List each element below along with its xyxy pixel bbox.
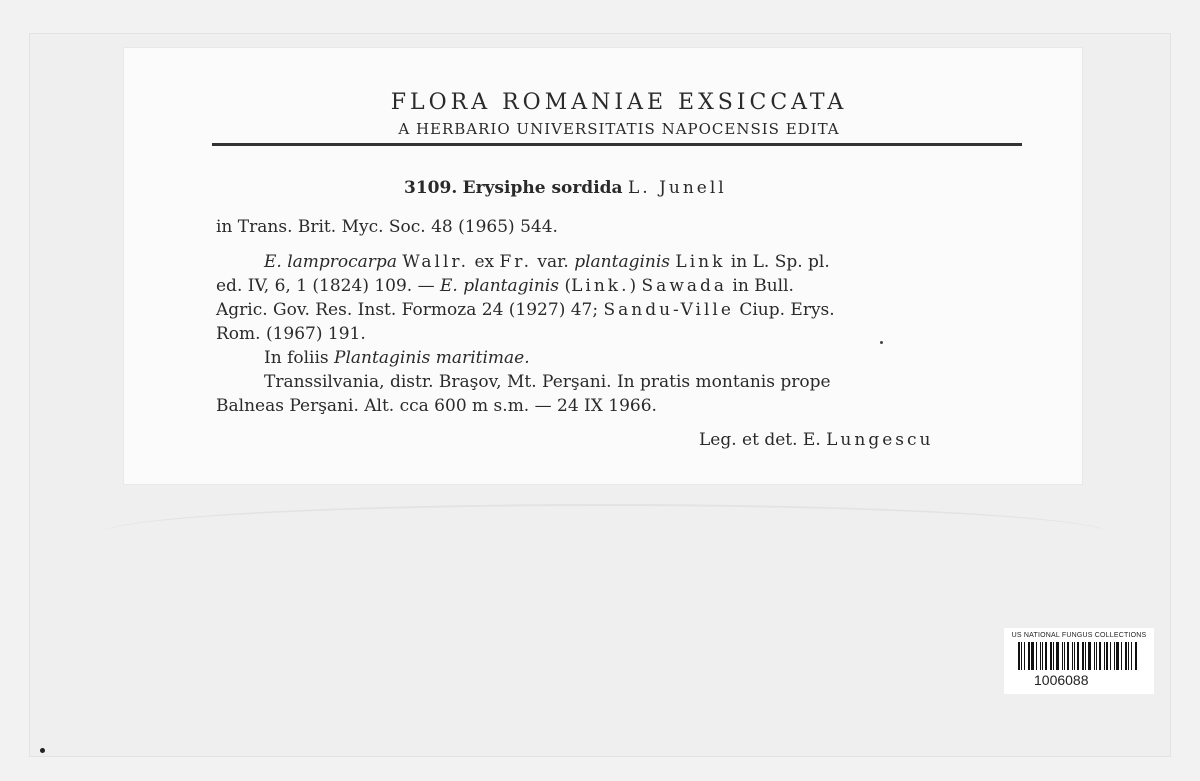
barcode-title: US NATIONAL FUNGUS COLLECTIONS [1011, 632, 1147, 639]
paper-speck [880, 341, 883, 344]
barcode-bar [1040, 642, 1041, 670]
barcode-bar [1088, 642, 1091, 670]
barcode-bar [1074, 642, 1075, 670]
barcode-bars [1018, 642, 1142, 670]
host-line [264, 346, 530, 370]
host-prefix: In foliis [264, 348, 335, 368]
barcode-bar [1096, 642, 1097, 670]
header-rule [212, 143, 1022, 146]
barcode-bar [1050, 642, 1052, 670]
barcode-bar [1036, 642, 1037, 670]
barcode-bar [1085, 642, 1086, 670]
citation-line: in Trans. Brit. Myc. Soc. 48 (1965) 544. [216, 217, 558, 237]
barcode-bar [1021, 642, 1022, 670]
barcode-bar [1077, 642, 1079, 670]
synonymy-line-1 [264, 250, 830, 274]
syn-author-4: Link. [571, 276, 630, 296]
syn-text-7: in Bull. [727, 276, 794, 296]
barcode-bar [1042, 642, 1043, 670]
syn-epithet-1: plantaginis [574, 252, 671, 272]
syn-author-2: Fr. [499, 252, 532, 272]
syn-text-9: Ciup. Erys. [733, 300, 835, 320]
barcode-bar [1045, 642, 1047, 670]
barcode-number: 1006088 [1034, 672, 1089, 688]
barcode-bar [1028, 642, 1030, 670]
syn-author-3: Link [675, 252, 726, 272]
synonymy-line-4: Rom. (1967) 191. [216, 324, 366, 344]
barcode-bar [1110, 642, 1111, 670]
barcode-bar [1067, 642, 1069, 670]
barcode-bar [1116, 642, 1119, 670]
collector-prefix: Leg. et det. E. [699, 430, 827, 450]
scan-speck [40, 748, 45, 753]
synonymy-line-3 [216, 298, 835, 322]
barcode-bar [1104, 642, 1105, 670]
syn-text-1: ex [469, 252, 500, 272]
host-name: Plantaginis maritimae. [334, 348, 530, 368]
barcode-bar [1114, 642, 1115, 670]
barcode-bar [1121, 642, 1122, 670]
syn-text-8: Agric. Gov. Res. Inst. Formoza 24 (1927) 47; [216, 300, 604, 320]
syn-text-4: ed. IV, 6, 1 (1824) 109. — [216, 276, 441, 296]
envelope-flap-edge [100, 504, 1110, 626]
locality-line-2: Balneas Perşani. Alt. cca 600 m s.m. — 24 IX 1966. [216, 396, 657, 416]
species-author: L. Junell [627, 178, 727, 198]
syn-text-3: in L. Sp. pl. [725, 252, 830, 272]
barcode-bar [1131, 642, 1132, 670]
barcode-bar [1072, 642, 1073, 670]
syn-author-5: Sawada [641, 276, 728, 296]
collector-line [699, 428, 933, 452]
species-number: 3109. [404, 178, 458, 198]
barcode-bar [1024, 642, 1025, 670]
barcode-bar [1053, 642, 1054, 670]
barcode-bar [1082, 642, 1084, 670]
syn-text-5: ( [559, 276, 572, 296]
specimen-label [124, 48, 1082, 484]
barcode-bar [1094, 642, 1095, 670]
barcode-bar [1128, 642, 1129, 670]
barcode-bar [1099, 642, 1101, 670]
syn-text-6: ) [629, 276, 642, 296]
syn-author-6: Sandu-Ville [603, 300, 734, 320]
barcode-bar [1125, 642, 1127, 670]
syn-author-1: Wallr. [402, 252, 470, 272]
label-header-subtitle: A HERBARIO UNIVERSITATIS NAPOCENSIS EDITA [398, 120, 840, 138]
collector-name: Lungescu [826, 430, 934, 450]
barcode-bar [1062, 642, 1063, 670]
species-heading [404, 178, 727, 198]
barcode-bar [1064, 642, 1065, 670]
locality-line-1: Transsilvania, distr. Braşov, Mt. Perşani. In pratis montanis prope [264, 372, 831, 392]
synonymy-line-2 [216, 274, 794, 298]
syn-text-2: var. [531, 252, 575, 272]
barcode-label [1004, 628, 1154, 694]
syn-taxon-2: E. plantaginis [440, 276, 560, 296]
barcode-bar [1106, 642, 1108, 670]
barcode-bar [1031, 642, 1034, 670]
syn-taxon-1: E. lamprocarpa [264, 252, 397, 272]
barcode-bar [1018, 642, 1020, 670]
barcode-bar [1056, 642, 1059, 670]
barcode-bar [1135, 642, 1137, 670]
species-name: Erysiphe sordida [462, 178, 623, 198]
label-header-title: FLORA ROMANIAE EXSICCATA [390, 90, 848, 115]
